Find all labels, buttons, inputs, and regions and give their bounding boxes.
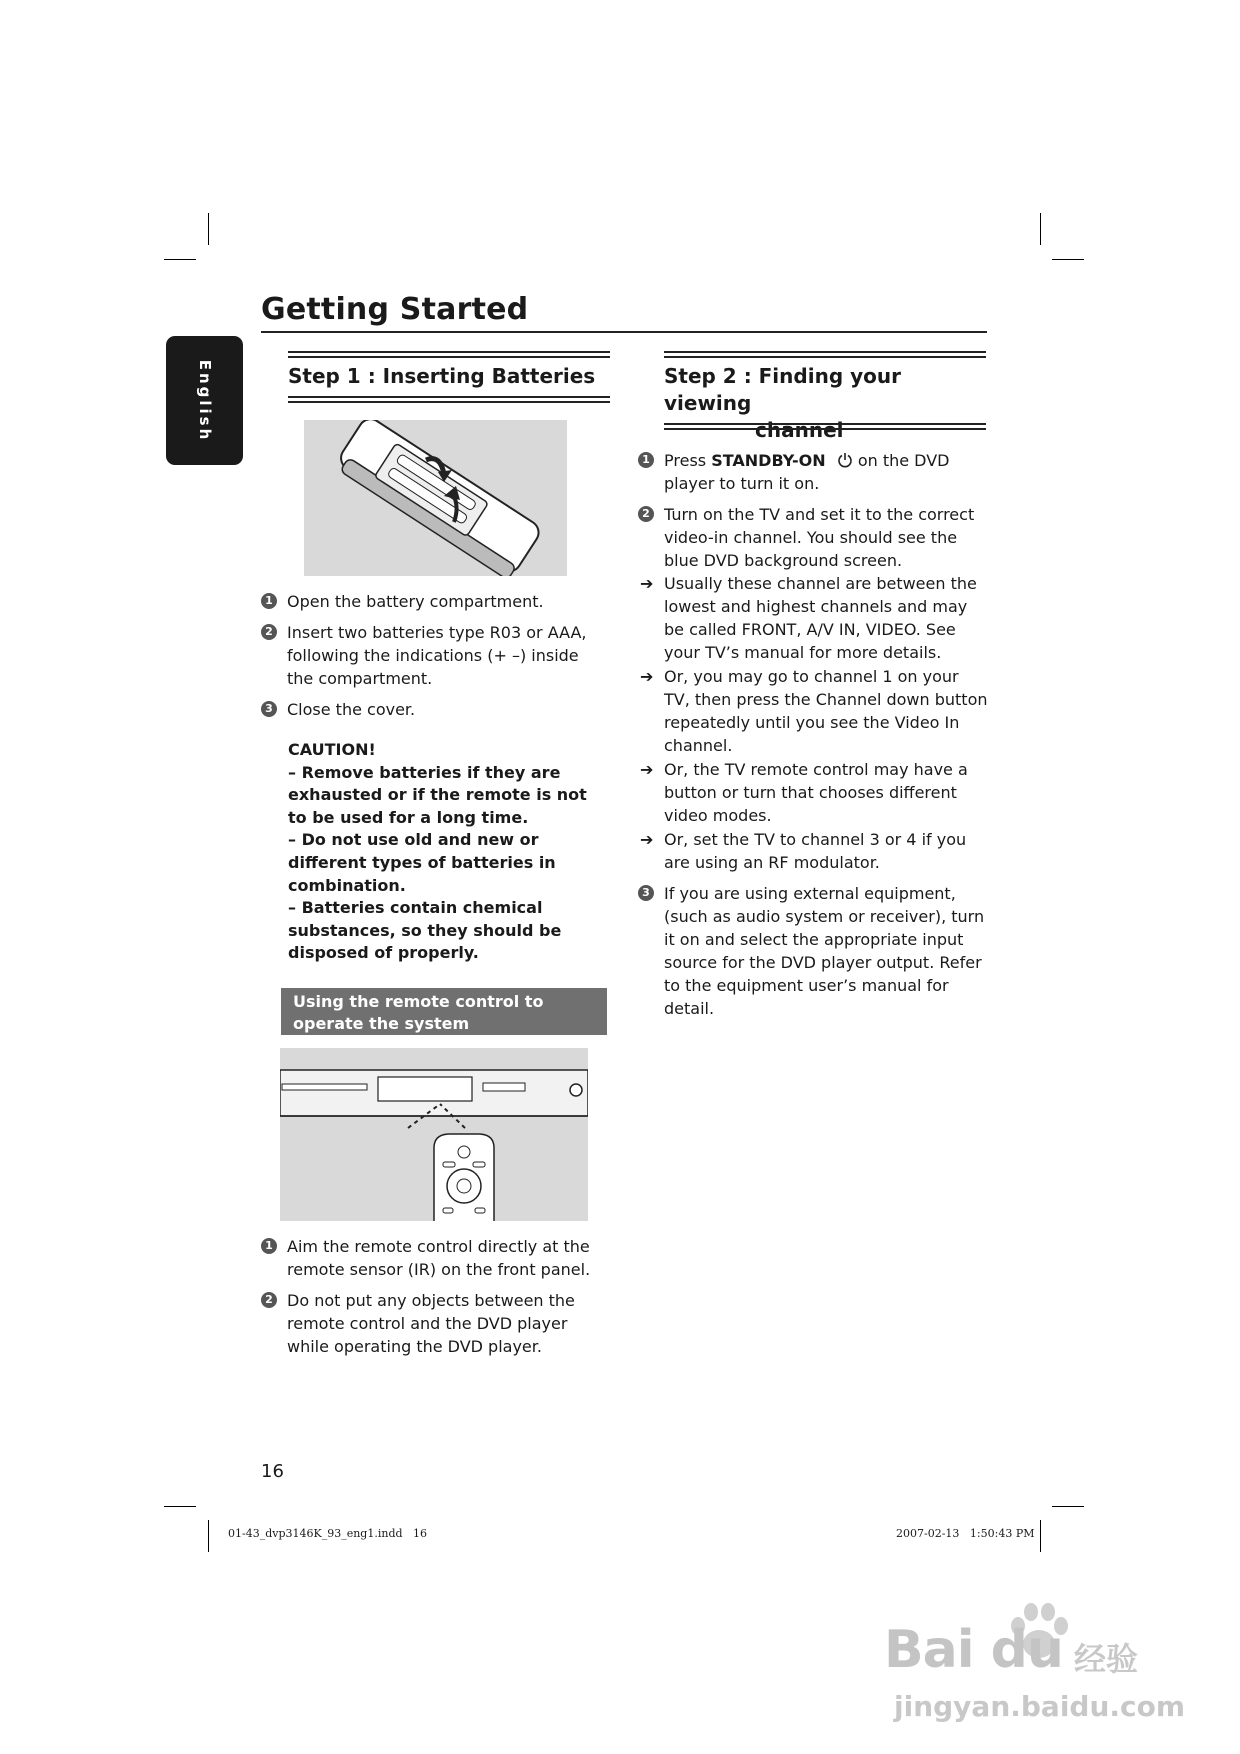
step-number: 1 (261, 1238, 277, 1254)
language-tab-label: English (195, 359, 214, 442)
step2-rule-top (664, 351, 986, 358)
crop-mark (1052, 259, 1084, 260)
baidu-watermark (884, 1600, 1184, 1730)
list-item (261, 1235, 606, 1281)
list-item (261, 621, 606, 690)
list-item (638, 449, 988, 495)
footer-date: 2007-02-13 1:50:43 PM (896, 1527, 1035, 1540)
caution-title: CAUTION! (288, 740, 376, 759)
step-number: 2 (261, 1292, 277, 1308)
step2-heading-line1: Step 2 : Finding your viewing (664, 364, 901, 415)
step2-heading-line2: channel (755, 418, 844, 442)
title-rule (261, 331, 987, 333)
crop-mark (1040, 213, 1041, 245)
step1-item-1: Open the battery compartment. (287, 592, 544, 611)
step1-item-3: Close the cover. (287, 700, 416, 719)
crop-mark (208, 213, 209, 245)
step2-item-2: Turn on the TV and set it to the correct video-in channel. You should see the blue DVD background screen. (664, 505, 975, 570)
step2-arrow-3: Or, the TV remote control may have a button or turn that chooses different video modes. (664, 760, 968, 825)
step2-item-1-post: on the DVD player to turn it on. (664, 451, 950, 493)
crop-mark (1052, 1506, 1084, 1507)
arrow-icon: ➔ (640, 830, 654, 849)
step-number: 2 (261, 624, 277, 640)
list-item (638, 503, 988, 572)
arrow-icon: ➔ (640, 667, 654, 686)
list-item (261, 1289, 606, 1358)
language-tab (166, 336, 243, 465)
list-item (638, 882, 988, 1020)
step2-item-1-pre: Press (664, 451, 712, 470)
power-icon (837, 452, 853, 468)
watermark-brand-cn: 经验 (1074, 1640, 1139, 1678)
step2-item-3: If you are using external equipment, (such as audio system or receiver), turn it on and select the appropriate input source for the DVD player output. Refer to the equipment user’s manual for detail. (664, 884, 985, 1018)
arrow-note (638, 572, 988, 664)
arrow-note (638, 665, 988, 757)
page-title: Getting Started (261, 292, 529, 327)
list-item (261, 698, 606, 721)
step2-rule-bottom (664, 423, 986, 430)
footer-file: 01-43_dvp3146K_93_eng1.indd 16 (228, 1527, 428, 1540)
step1-heading: Step 1 : Inserting Batteries (288, 364, 596, 388)
arrow-note (638, 758, 988, 827)
caution-line-3: – Batteries contain chemical substances, so they should be disposed of properly. (288, 898, 562, 963)
caution-line-1: – Remove batteries if they are exhausted or if the remote is not to be used for a long time. (288, 762, 587, 827)
remote-list (261, 1235, 606, 1366)
step-number: 3 (261, 701, 277, 717)
step2-heading (664, 363, 986, 444)
step1-rule-top (288, 351, 610, 358)
page-number: 16 (261, 1461, 284, 1482)
remote-section-bar: Using the remote control to operate the system (281, 988, 607, 1035)
step1-item-2: Insert two batteries type R03 or AAA, following the indications (+ –) inside the compartment. (287, 623, 587, 688)
arrow-note (638, 828, 988, 874)
remote-illustration (280, 1048, 588, 1221)
step-number: 3 (638, 885, 654, 901)
caution-line-2: – Do not use old and new or different types of batteries in combination. (288, 830, 556, 895)
remote-item-1: Aim the remote control directly at the remote sensor (IR) on the front panel. (287, 1237, 591, 1279)
step2-list (638, 449, 988, 1028)
crop-mark (1040, 1520, 1041, 1552)
standby-on-label: STANDBY-ON (711, 451, 826, 470)
step2-arrow-2: Or, you may go to channel 1 on your TV, then press the Channel down button repeatedly until you see the Video In channel. (664, 667, 988, 755)
crop-mark (164, 259, 196, 260)
step-number: 1 (261, 593, 277, 609)
crop-mark (164, 1506, 196, 1507)
watermark-brand: Bai du (884, 1620, 1063, 1680)
step2-arrow-1: Usually these channel are between the lowest and highest channels and may be called FRONT, A/V IN, VIDEO. See your TV’s manual for more details. (664, 574, 977, 662)
list-item (261, 590, 606, 613)
arrow-icon: ➔ (640, 574, 654, 593)
crop-mark (208, 1520, 209, 1552)
step2-arrow-4: Or, set the TV to channel 3 or 4 if you are using an RF modulator. (664, 830, 967, 872)
remote-item-2: Do not put any objects between the remote control and the DVD player while operating the DVD player. (287, 1291, 575, 1356)
step1-list (261, 590, 606, 729)
arrow-icon: ➔ (640, 760, 654, 779)
step-number: 2 (638, 506, 654, 522)
battery-illustration (304, 420, 567, 576)
watermark-url: jingyan.baidu.com (894, 1690, 1186, 1723)
step1-rule-bottom (288, 396, 610, 403)
caution-block (288, 739, 608, 965)
step-number: 1 (638, 452, 654, 468)
